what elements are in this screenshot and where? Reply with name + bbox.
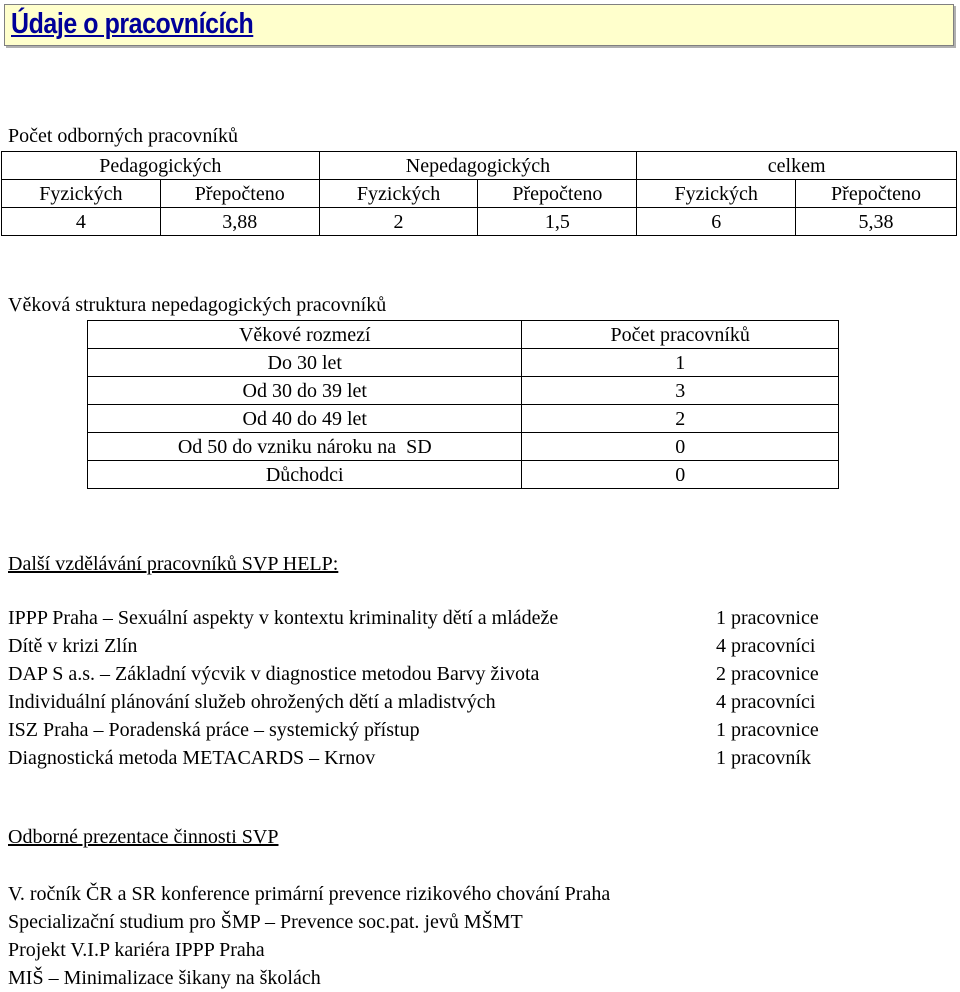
presentation-item: V. ročník ČR a SR konference primární prevence rizikového chování Praha	[8, 883, 611, 905]
staff-group-total: celkem	[637, 152, 957, 180]
staff-subheader: Fyzických	[637, 180, 796, 208]
age-count: 2	[522, 405, 839, 433]
education-course: Diagnostická metoda METACARDS – Krnov	[8, 747, 376, 769]
staff-group-nonpedagogical: Nepedagogických	[319, 152, 637, 180]
staff-group-pedagogical: Pedagogických	[2, 152, 320, 180]
age-range: Do 30 let	[88, 349, 522, 377]
education-participants: 4 pracovníci	[716, 691, 816, 713]
staff-subheader-row	[2, 180, 957, 208]
education-participants: 1 pracovnice	[716, 607, 819, 629]
age-row	[88, 349, 839, 377]
age-col-count: Počet pracovníků	[522, 321, 839, 349]
age-col-range: Věkové rozmezí	[88, 321, 522, 349]
education-participants: 2 pracovnice	[716, 663, 819, 685]
age-range: Od 40 do 49 let	[88, 405, 522, 433]
presentation-item: Projekt V.I.P kariéra IPPP Praha	[8, 939, 265, 961]
age-range: Od 50 do vzniku nároku na SD	[88, 433, 522, 461]
staff-table	[1, 151, 957, 236]
staff-subheader: Přepočteno	[160, 180, 319, 208]
presentation-item: MIŠ – Minimalizace šikany na školách	[8, 967, 321, 989]
education-course: Dítě v krizi Zlín	[8, 635, 138, 657]
education-heading: Další vzdělávání pracovníků SVP HELP:	[8, 553, 339, 575]
age-row	[88, 433, 839, 461]
age-count: 0	[522, 461, 839, 489]
staff-value: 2	[319, 208, 478, 236]
staff-subheader: Fyzických	[319, 180, 478, 208]
education-participants: 1 pracovník	[716, 747, 811, 769]
staff-value: 5,38	[796, 208, 957, 236]
staff-subheader: Přepočteno	[478, 180, 637, 208]
age-table	[87, 320, 839, 489]
page-title: Údaje o pracovnících	[11, 8, 254, 40]
age-range: Od 30 do 39 let	[88, 377, 522, 405]
page-title-box	[4, 4, 954, 46]
staff-subheader: Fyzických	[2, 180, 161, 208]
age-count: 3	[522, 377, 839, 405]
age-range: Důchodci	[88, 461, 522, 489]
age-row	[88, 377, 839, 405]
age-count: 1	[522, 349, 839, 377]
staff-value: 3,88	[160, 208, 319, 236]
staff-group-row	[2, 152, 957, 180]
staff-value: 6	[637, 208, 796, 236]
age-header-row	[88, 321, 839, 349]
presentations-heading: Odborné prezentace činnosti SVP	[8, 826, 279, 848]
age-heading: Věková struktura nepedagogických pracovníků	[8, 294, 387, 316]
education-course: DAP S a.s. – Základní výcvik v diagnostice metodou Barvy života	[8, 663, 540, 685]
presentations-list	[8, 880, 610, 992]
age-count: 0	[522, 433, 839, 461]
staff-subheader: Přepočteno	[796, 180, 957, 208]
presentation-item: Specializační studium pro ŠMP – Prevence soc.pat. jevů MŠMT	[8, 911, 523, 933]
education-course: Individuální plánování služeb ohrožených dětí a mladistvých	[8, 691, 496, 713]
education-course: ISZ Praha – Poradenská práce – systemický přístup	[8, 719, 420, 741]
education-course: IPPP Praha – Sexuální aspekty v kontextu kriminality dětí a mládeže	[8, 607, 559, 629]
staff-values-row	[2, 208, 957, 236]
staff-heading: Počet odborných pracovníků	[8, 125, 238, 147]
education-participants: 4 pracovníci	[716, 635, 816, 657]
education-participant-list	[716, 604, 819, 772]
education-course-list	[8, 604, 558, 772]
education-participants: 1 pracovnice	[716, 719, 819, 741]
staff-value: 4	[2, 208, 161, 236]
staff-value: 1,5	[478, 208, 637, 236]
age-row	[88, 405, 839, 433]
age-row	[88, 461, 839, 489]
